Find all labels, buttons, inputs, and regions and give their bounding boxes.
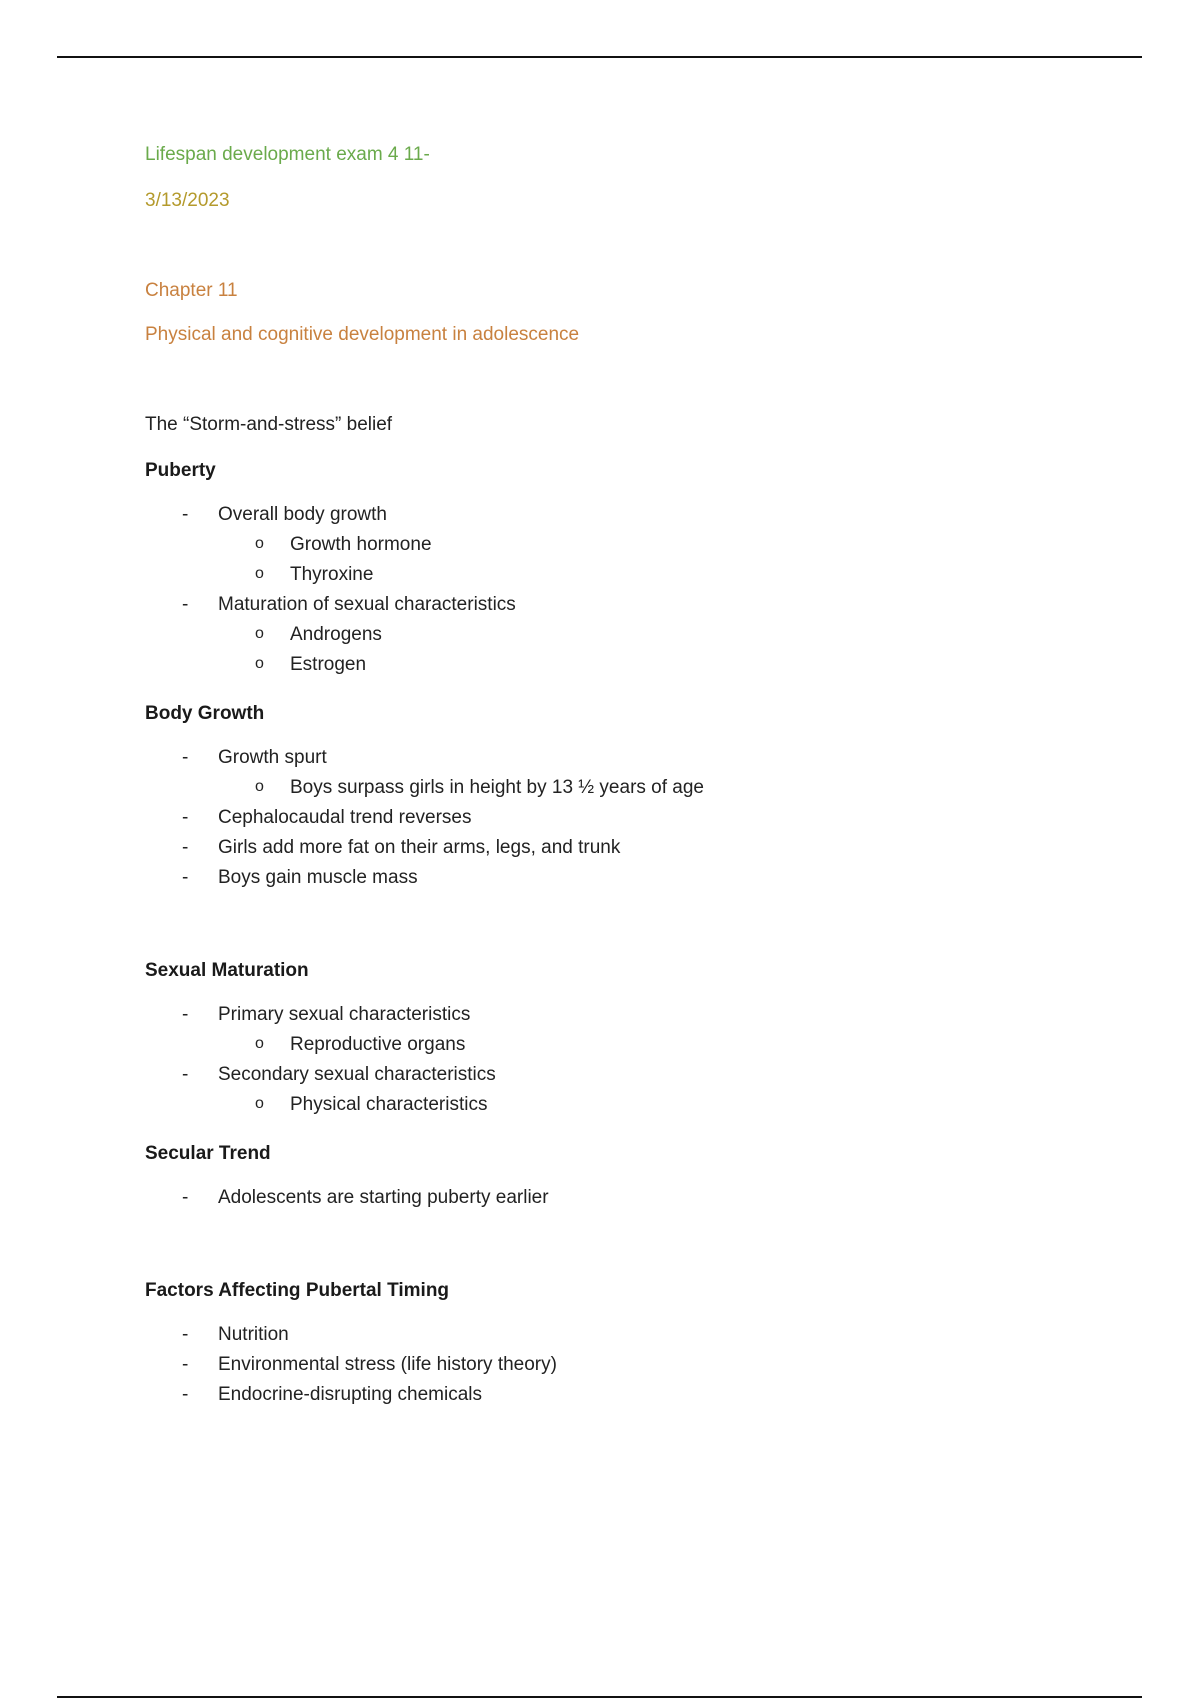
- list-item-text: Overall body growth: [218, 504, 387, 525]
- sub-list: [218, 773, 1105, 803]
- sub-list-item: o Physical characteristics: [218, 1090, 1105, 1120]
- list-item: [145, 743, 1105, 803]
- bullet-list-body-growth: [145, 743, 1105, 893]
- sub-list-item: o Thyroxine: [218, 560, 1105, 590]
- list-item: - Cephalocaudal trend reverses: [145, 803, 1105, 833]
- sub-list-item: o Reproductive organs: [218, 1030, 1105, 1060]
- list-item: - Environmental stress (life history theory): [145, 1350, 1105, 1380]
- document-body: [145, 143, 1105, 1410]
- bullet-list-pubertal-timing: [145, 1320, 1105, 1410]
- list-item: - Nutrition: [145, 1320, 1105, 1350]
- sub-list-item: o Androgens: [218, 620, 1105, 650]
- sub-list: [218, 1090, 1105, 1120]
- sub-list-item: o Growth hormone: [218, 530, 1105, 560]
- bullet-list-secular-trend: [145, 1183, 1105, 1213]
- bullet-list-sexual-maturation: [145, 1000, 1105, 1120]
- list-item-text: Growth spurt: [218, 747, 327, 768]
- list-item-text: Secondary sexual characteristics: [218, 1064, 496, 1085]
- section-heading-secular-trend: Secular Trend: [145, 1143, 271, 1164]
- section-heading-puberty: Puberty: [145, 460, 216, 481]
- section-heading-pubertal-timing: Factors Affecting Pubertal Timing: [145, 1280, 450, 1301]
- sub-list: [218, 620, 1105, 680]
- sub-list-item: o Estrogen: [218, 650, 1105, 680]
- list-item: - Adolescents are starting puberty earlier: [145, 1183, 1105, 1213]
- list-item: - Boys gain muscle mass: [145, 863, 1105, 893]
- section-heading-body-growth: Body Growth: [145, 703, 265, 724]
- sub-list: [218, 1030, 1105, 1060]
- chapter-number: Chapter 11: [145, 280, 238, 301]
- sub-list-item: o Boys surpass girls in height by 13 ½ years of age: [218, 773, 1105, 803]
- list-item: [145, 500, 1105, 590]
- list-item-text: Primary sexual characteristics: [218, 1004, 471, 1025]
- bottom-rule: [57, 1696, 1142, 1698]
- list-item: - Endocrine-disrupting chemicals: [145, 1380, 1105, 1410]
- list-item: [145, 590, 1105, 680]
- document-date: 3/13/2023: [145, 190, 230, 211]
- bullet-list-puberty: [145, 500, 1105, 680]
- top-rule: [57, 56, 1142, 58]
- list-item: - Girls add more fat on their arms, legs, and trunk: [145, 833, 1105, 863]
- intro-line: The “Storm-and-stress” belief: [145, 414, 393, 435]
- chapter-subtitle: Physical and cognitive development in adolescence: [145, 324, 580, 345]
- document-title: Lifespan development exam 4 11-: [145, 144, 430, 165]
- section-heading-sexual-maturation: Sexual Maturation: [145, 960, 309, 981]
- sub-list: [218, 530, 1105, 590]
- list-item-text: Maturation of sexual characteristics: [218, 594, 516, 615]
- list-item: [145, 1000, 1105, 1060]
- list-item: [145, 1060, 1105, 1120]
